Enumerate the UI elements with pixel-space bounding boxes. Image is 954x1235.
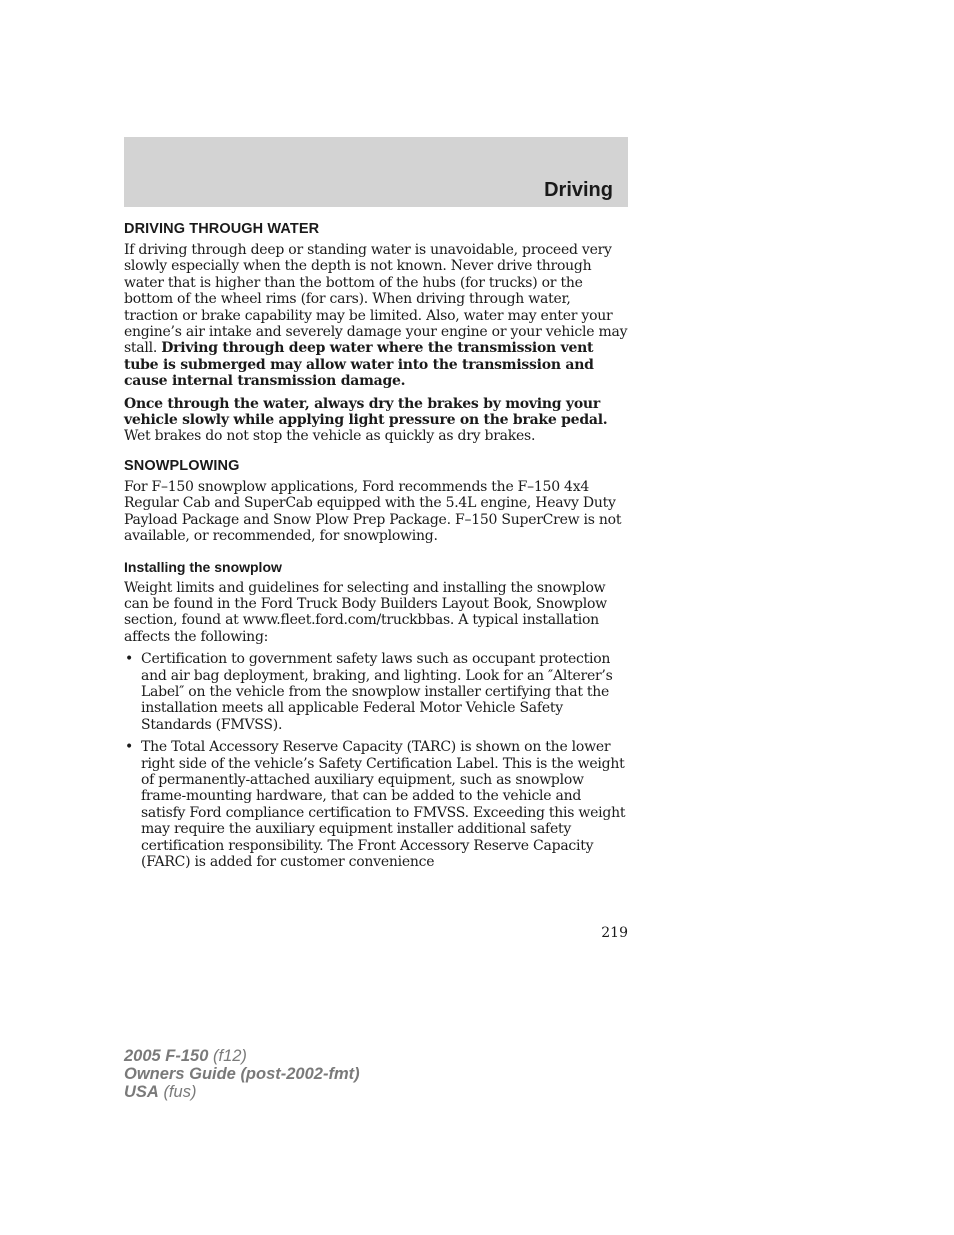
heading-installing-the-snowplow: Installing the snowplow: [124, 558, 282, 575]
footer-market-code: (fus): [163, 1083, 197, 1101]
paragraph-water-2: [124, 396, 628, 445]
list-item-text: The Total Accessory Reserve Capacity (TARC) is shown on the lower right side of the vehicle’s Safety Certification Label. This is the weight of permanently-attached auxiliary equipment, such as snowplow frame-mounting hardware, that can be added to the vehicle and satisfy Ford compliance certification to FMVSS. Exceeding this weight may require the auxiliary equipment installer additional safety certification responsibility. The Front Accessory Reserve Capacity (FARC) is added for customer convenience: [141, 739, 626, 870]
footer-model-code: (f12): [213, 1047, 247, 1065]
footer-guide-title: Owners Guide (post-2002-fmt): [124, 1065, 360, 1083]
paragraph-water-1: [124, 242, 628, 390]
paragraph-installing: Weight limits and guidelines for selecting and installing the snowplow can be found in the Ford Truck Body Builders Layout Book, Snowplow section, found at www.fleet.ford.com/truckbbas. A typical installation affects the following:: [124, 579, 607, 645]
paragraph-snowplowing: For F–150 snowplow applications, Ford recommends the F–150 4x4 Regular Cab and SuperCab equipped with the 5.4L engine, Heavy Duty Payload Package and Snow Plow Prep Package. F–150 SuperCrew is not available, or recommended, for snowplowing.: [124, 478, 622, 545]
section-title: Driving: [544, 179, 613, 201]
footer-line-model: [124, 1047, 360, 1065]
paragraph-water-2-text: Wet brakes do not stop the vehicle as quickly as dry brakes.: [124, 428, 536, 445]
heading-snowplowing: SNOWPLOWING: [124, 457, 240, 474]
list-item: [124, 651, 628, 733]
footer-market: USA: [124, 1083, 159, 1101]
heading-driving-through-water: DRIVING THROUGH WATER: [124, 221, 320, 237]
footer-line-guide: [124, 1065, 360, 1083]
document-footer: [124, 1047, 360, 1101]
list-item: [124, 739, 628, 870]
paragraph-water-1-text: If driving through deep or standing water is unavoidable, proceed very slowly especially when the depth is not known. Never drive through water that is higher than the bottom of the hubs (for trucks) or the bottom of the wheel rims (for cars). When driving through water, traction or brake capability may be limited. Also, water may enter your engine’s air intake and severely damage your engine or your vehicle may stall.: [124, 242, 628, 357]
bullet-icon: •: [125, 651, 134, 668]
bullet-icon: •: [125, 739, 134, 756]
paragraph-water-1-warning: Driving through deep water where the transmission vent tube is submerged may allow water into the transmission and cause internal transmission damage.: [124, 340, 594, 390]
page-content: [124, 221, 628, 876]
section-header-band: [124, 137, 628, 207]
list-item-text: Certification to government safety laws such as occupant protection and air bag deployment, braking, and lighting. Look for an ″Alterer’s Label″ on the vehicle from the snowplow installer certifying that the installation meets all applicable Federal Motor Vehicle Safety Standards (FMVSS).: [141, 651, 613, 733]
footer-model: 2005 F-150: [124, 1047, 209, 1065]
page-number: 219: [601, 925, 628, 941]
paragraph-water-2-warning: Once through the water, always dry the brakes by moving your vehicle slowly while applying light pressure on the brake pedal.: [124, 395, 608, 429]
installation-effects-list: [124, 651, 628, 870]
footer-line-market: [124, 1083, 360, 1101]
